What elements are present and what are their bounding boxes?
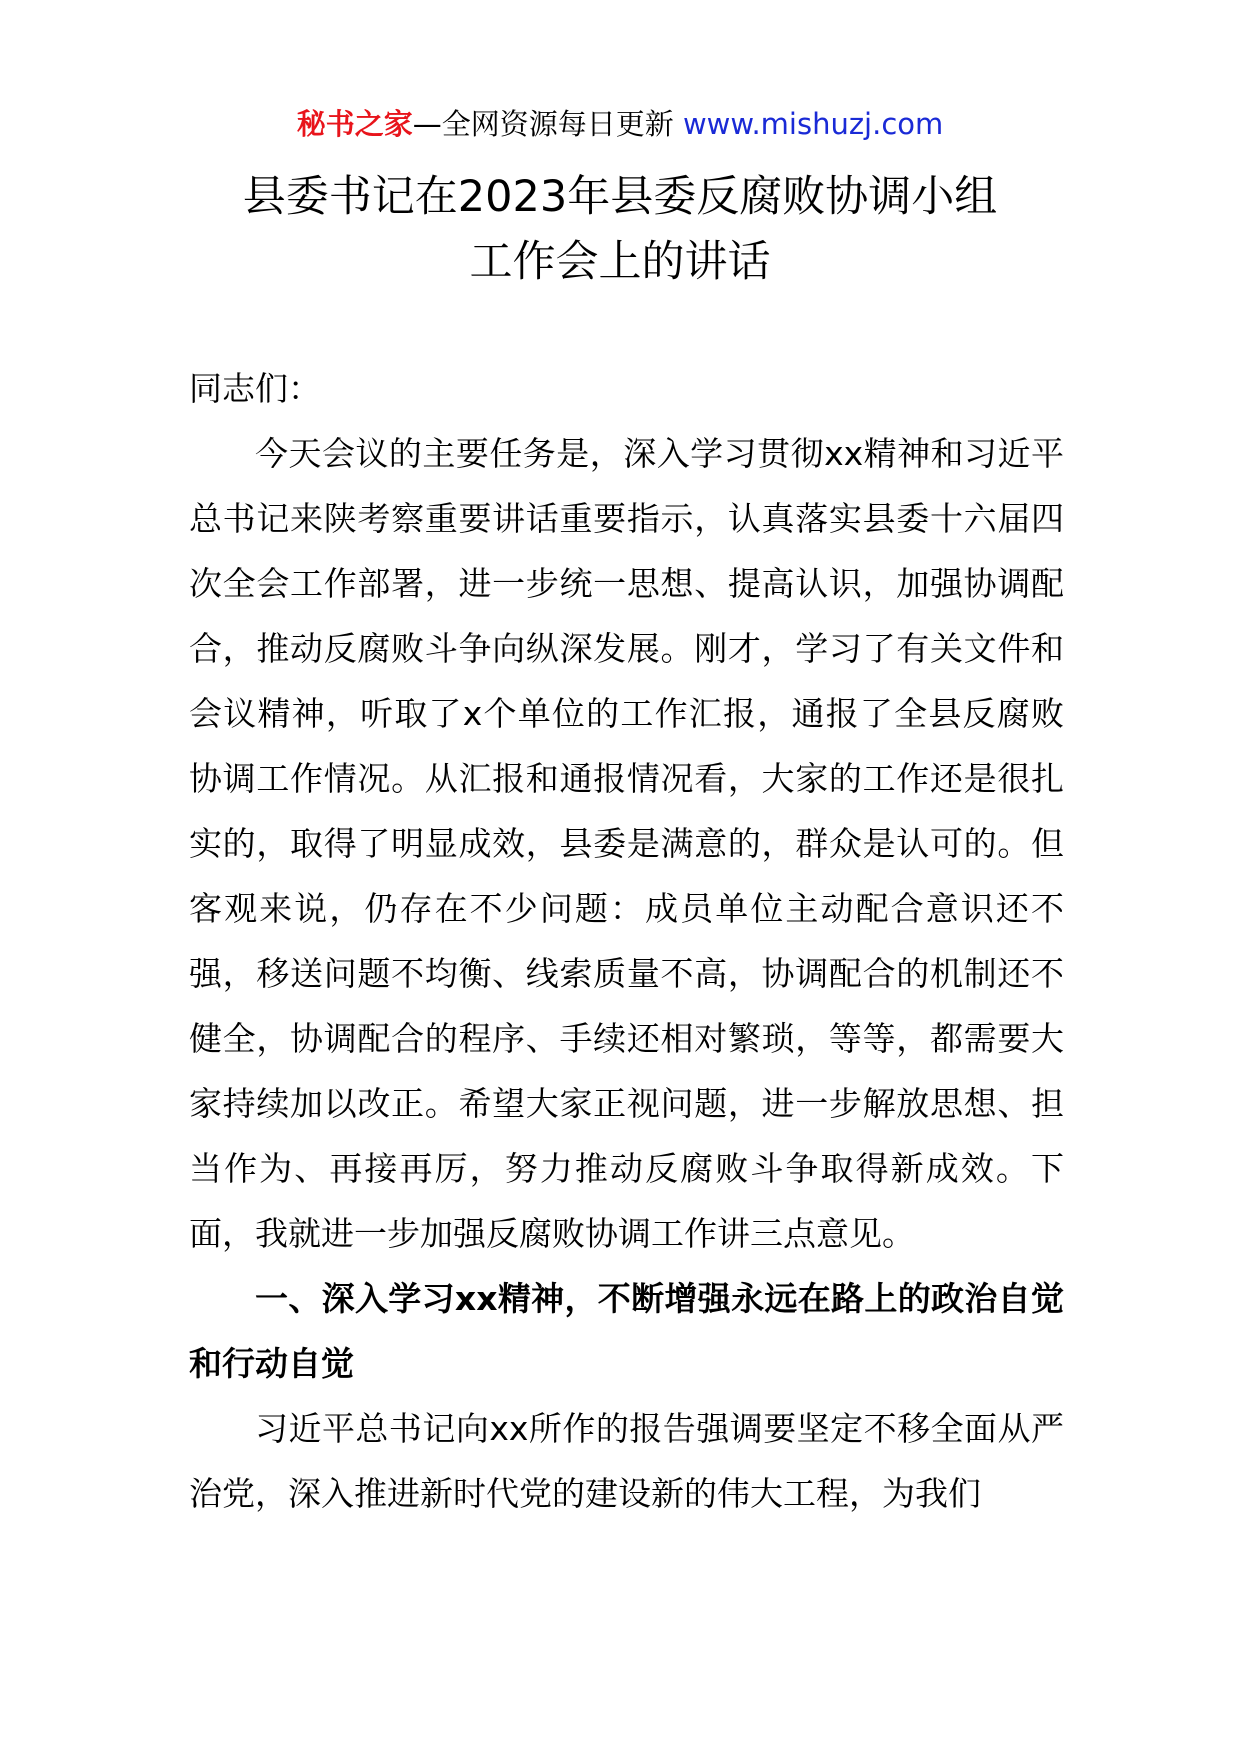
title-line-1: 县委书记在2023年县委反腐败协调小组 (242, 172, 998, 222)
paragraph-intro: 今天会议的主要任务是，深入学习贯彻xx精神和习近平总书记来陕考察重要讲话重要指示，认真落实县委十六届四次全会工作部署，进一步统一思想、提高认识，加强协调配合，推动反腐败斗争向纵深发展。刚才，学习了有关文件和会议精神，听取了x个单位的工作汇报，通报了全县反腐败协调工作情况。从汇报和通报情况看，大家的工作还是很扎实的，取得了明显成效，县委是满意的，群众是认可的。但客观来说，仍存在不少问题：成员单位主动配合意识还不强，移送问题不均衡、线索质量不高，协调配合的机制还不健全，协调配合的程序、手续还相对繁琐，等等，都需要大家持续加以改正。希望大家正视问题，进一步解放思想、担当作为、再接再厉，努力推动反腐败斗争取得新成效。下面，我就进一步加强反腐败协调工作讲三点意见。 (189, 434, 1064, 1253)
banner-slogan: —全网资源每日更新 (412, 107, 683, 141)
document-body (189, 356, 1064, 1526)
document-title (120, 165, 1120, 295)
brand-name: 秘书之家 (296, 107, 413, 141)
site-banner (0, 104, 1240, 144)
paragraph-section-1: 习近平总书记向xx所作的报告强调要坚定不移全面从严治党，深入推进新时代党的建设新的伟大工程，为我们 (189, 1409, 1064, 1513)
title-line-2: 工作会上的讲话 (469, 237, 771, 287)
greeting: 同志们： (189, 369, 321, 408)
section-heading-1: 一、深入学习xx精神，不断增强永远在路上的政治自觉和行动自觉 (189, 1279, 1064, 1383)
site-url-link[interactable]: www.mishuzj.com (682, 107, 944, 141)
